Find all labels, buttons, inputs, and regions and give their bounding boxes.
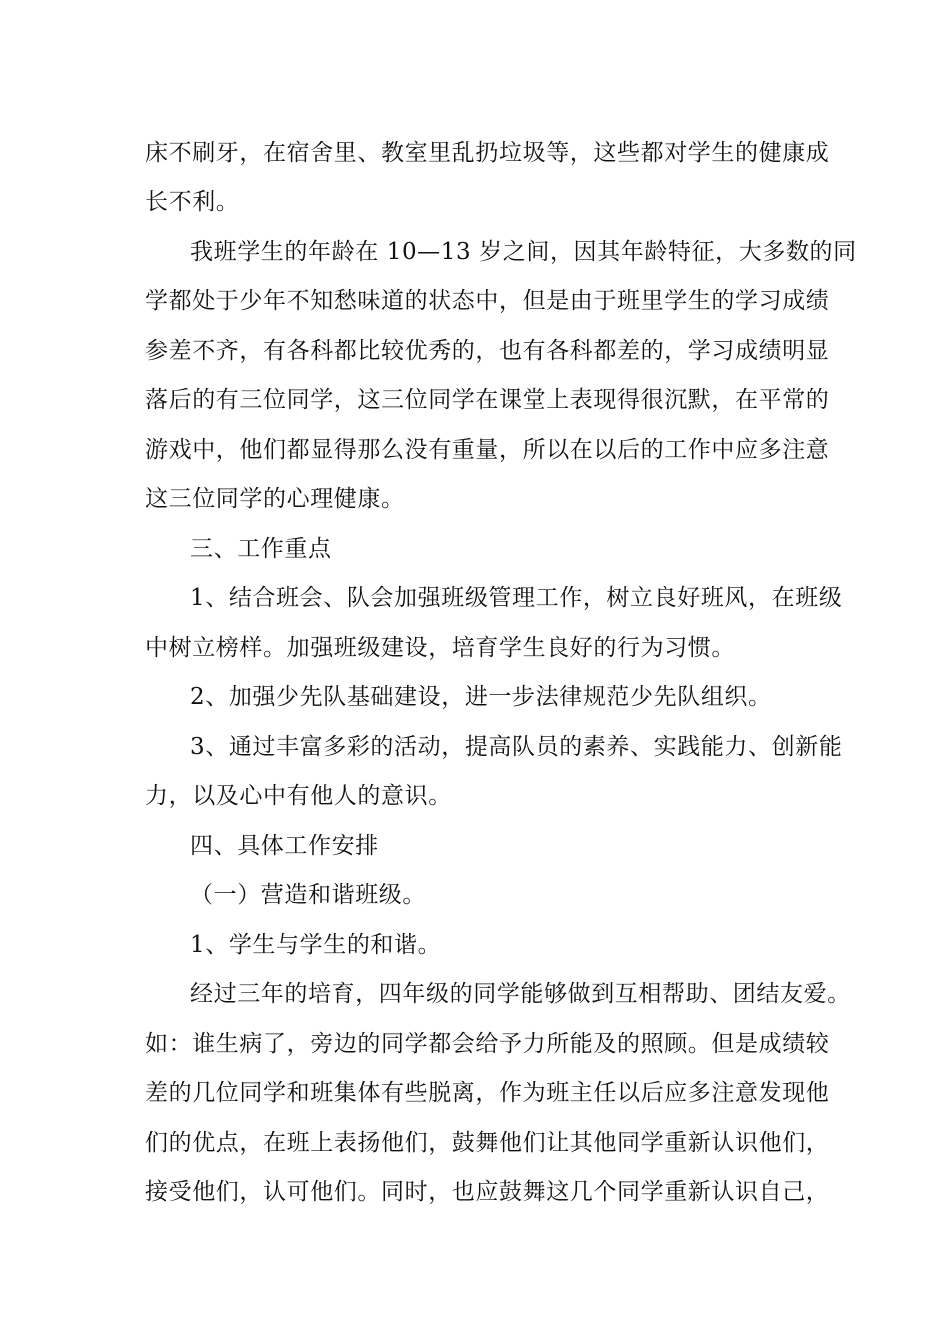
text-line: 如：谁生病了，旁边的同学都会给予力所能及的照顾。但是成绩较 [145,1031,830,1057]
subsection-heading: （一）营造和谐班级。 [190,882,426,908]
text-line: 这三位同学的心理健康。 [145,486,405,512]
text-line: 游戏中，他们都显得那么没有重量，所以在以后的工作中应多注意 [145,437,830,463]
text-line: 差的几位同学和班集体有些脱离，作为班主任以后应多注意发现他 [145,1080,830,1106]
list-item-line: 2、加强少先队基础建设，进一步法律规范少先队组织。 [190,684,772,710]
text-line: 学都处于少年不知愁味道的状态中，但是由于班里学生的学习成绩 [145,288,830,314]
section-heading: 四、具体工作安排 [190,833,379,859]
list-item-line: 3、通过丰富多彩的活动，提高队员的素养、实践能力、创新能 [190,734,843,760]
list-item-line: 1、结合班会、队会加强班级管理工作，树立良好班风，在班级 [190,585,843,611]
text-line: 床不刷牙，在宿舍里、教室里乱扔垃圾等，这些都对学生的健康成 [145,140,830,166]
list-item-line: 1、学生与学生的和谐。 [190,932,442,958]
text-line: 中树立榜样。加强班级建设，培育学生良好的行为习惯。 [145,635,735,661]
text-line: 接受他们，认可他们。同时，也应鼓舞这几个同学重新认识自己， [145,1179,830,1205]
text-line: 长不利。 [145,189,240,215]
paragraph-start-line: 我班学生的年龄在 10—13 岁之间，因其年龄特征，大多数的同 [190,239,857,265]
text-line: 参差不齐，有各科都比较优秀的，也有各科都差的，学习成绩明显 [145,338,830,364]
text-line: 们的优点，在班上表扬他们，鼓舞他们让其他同学重新认识他们， [145,1130,830,1156]
text-line: 力，以及心中有他人的意识。 [145,783,452,809]
text-line: 落后的有三位同学，这三位同学在课堂上表现得很沉默，在平常的 [145,387,830,413]
section-heading: 三、工作重点 [190,536,332,562]
paragraph-start-line: 经过三年的培育，四年级的同学能够做到互相帮助、团结友爱。 [190,981,851,1007]
